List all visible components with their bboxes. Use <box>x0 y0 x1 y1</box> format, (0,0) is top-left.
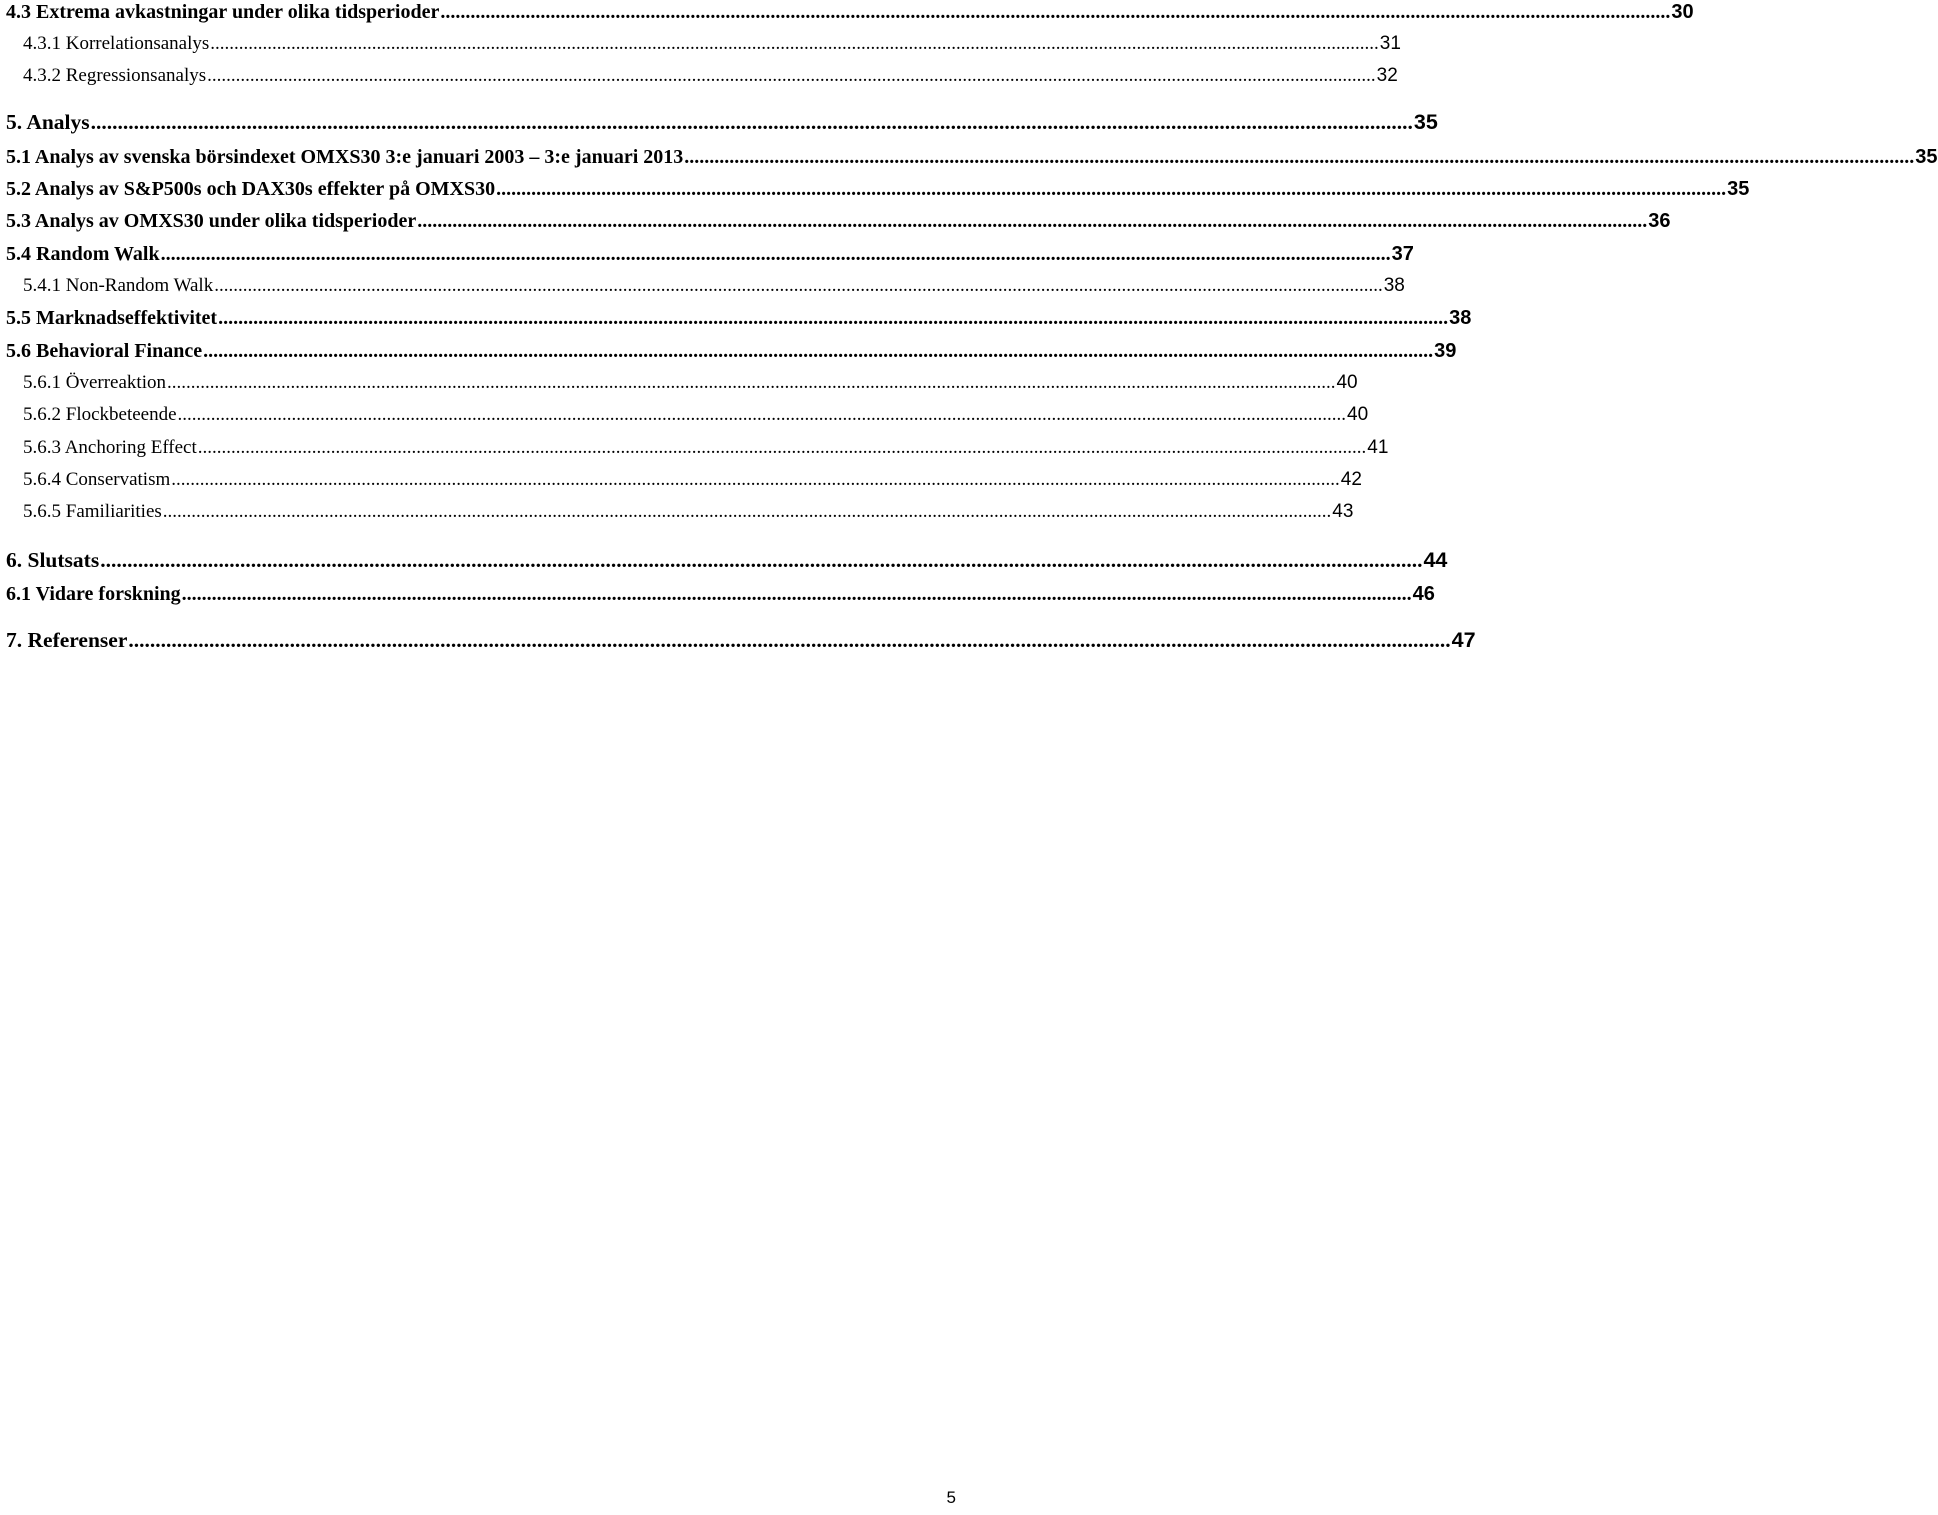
toc-entry-page: 42 <box>1340 469 1362 490</box>
toc-entry-title: 6.1 Vidare forskning <box>6 583 181 605</box>
dot-leader <box>128 628 1450 653</box>
dot-leader <box>207 65 1376 87</box>
toc-entry-title: 5.5 Marknadseffektivitet <box>6 307 218 329</box>
toc-entry-page: 47 <box>1451 628 1476 652</box>
toc-entry-5-6-5[interactable] <box>0 501 1354 523</box>
toc-entry-5-6-3[interactable] <box>0 437 1389 459</box>
toc-entry-5-6-1[interactable] <box>0 372 1358 394</box>
toc-entry-title: 4.3.2 Regressionsanalys <box>23 65 207 86</box>
toc-entry-5[interactable] <box>0 110 1438 135</box>
toc-entry-page: 46 <box>1412 583 1435 605</box>
toc-entry-6[interactable] <box>0 548 1448 573</box>
toc-entry-4-3-1[interactable] <box>0 33 1401 55</box>
toc-entry-5-1[interactable] <box>0 146 1938 169</box>
dot-leader <box>440 1 1670 24</box>
toc-entry-title: 5.1 Analys av svenska börsindexet OMXS30 3:e januari 2003 – 3:e januari 2013 <box>6 146 684 168</box>
toc-entry-5-6-4[interactable] <box>0 469 1362 491</box>
toc-entry-page: 35 <box>1727 178 1750 200</box>
toc-entry-title: 5.3 Analys av OMXS30 under olika tidsperioder <box>6 210 417 232</box>
toc-entry-page: 36 <box>1648 210 1671 232</box>
toc-entry-page: 40 <box>1347 404 1369 425</box>
dot-leader <box>198 437 1367 459</box>
toc-entry-page: 37 <box>1391 243 1414 265</box>
toc-entry-title: 5.6.1 Överreaktion <box>23 372 166 393</box>
toc-entry-title: 5.6.3 Anchoring Effect <box>23 437 197 458</box>
toc-entry-page: 39 <box>1434 340 1457 362</box>
toc-entry-title: 5.6.4 Conservatism <box>23 469 171 490</box>
toc-entry-page: 40 <box>1336 372 1358 393</box>
dot-leader <box>496 178 1726 201</box>
toc-entry-page: 43 <box>1332 501 1354 522</box>
toc-entry-title: 5.4.1 Non-Random Walk <box>23 275 214 296</box>
dot-leader <box>203 340 1433 363</box>
toc-entry-5-2[interactable] <box>0 178 1750 201</box>
dot-leader <box>218 307 1448 330</box>
toc-entry-page: 30 <box>1671 1 1694 23</box>
toc-entry-page: 44 <box>1423 548 1448 572</box>
toc-entry-6-1[interactable] <box>0 583 1435 606</box>
toc-entry-title: 5. Analys <box>6 110 90 134</box>
dot-leader <box>684 146 1914 169</box>
toc-entry-page: 32 <box>1376 65 1398 86</box>
dot-leader <box>91 110 1413 135</box>
toc-entry-4-3-2[interactable] <box>0 65 1398 87</box>
dot-leader <box>167 372 1336 394</box>
dot-leader <box>210 33 1379 55</box>
toc-entry-page: 41 <box>1367 437 1389 458</box>
toc-entry-5-6-2[interactable] <box>0 404 1369 426</box>
toc-entry-title: 5.6.5 Familiarities <box>23 501 162 522</box>
dot-leader <box>214 275 1383 297</box>
toc-entry-5-4[interactable] <box>0 243 1414 266</box>
toc-entry-page: 38 <box>1449 307 1472 329</box>
toc-entry-title: 5.6.2 Flockbeteende <box>23 404 177 425</box>
toc-entry-page: 35 <box>1915 146 1938 168</box>
toc-entry-5-3[interactable] <box>0 210 1671 233</box>
dot-leader <box>182 583 1412 606</box>
dot-leader <box>417 210 1647 233</box>
toc-entry-page: 31 <box>1379 33 1401 54</box>
toc-entry-title: 5.2 Analys av S&P500s och DAX30s effekter på OMXS30 <box>6 178 496 200</box>
dot-leader <box>161 243 1391 266</box>
dot-leader <box>163 501 1332 523</box>
toc-entry-7[interactable] <box>0 628 1476 653</box>
dot-leader <box>171 469 1340 491</box>
toc-entry-title: 7. Referenser <box>6 628 128 652</box>
toc-entry-title: 4.3 Extrema avkastningar under olika tidsperioder <box>6 1 440 23</box>
toc-entry-title: 5.4 Random Walk <box>6 243 160 265</box>
dot-leader <box>178 404 1347 426</box>
toc-entry-4-3[interactable] <box>0 1 1694 24</box>
toc-entry-title: 6. Slutsats <box>6 548 100 572</box>
toc-entry-5-6[interactable] <box>0 340 1457 363</box>
toc-entry-5-5[interactable] <box>0 307 1472 330</box>
page-number: 5 <box>946 1488 956 1507</box>
toc-entry-title: 5.6 Behavioral Finance <box>6 340 203 362</box>
toc-entry-5-4-1[interactable] <box>0 275 1405 297</box>
toc-entry-title: 4.3.1 Korrelationsanalys <box>23 33 210 54</box>
dot-leader <box>100 548 1422 573</box>
toc-entry-page: 35 <box>1413 110 1438 134</box>
toc-entry-page: 38 <box>1383 275 1405 296</box>
